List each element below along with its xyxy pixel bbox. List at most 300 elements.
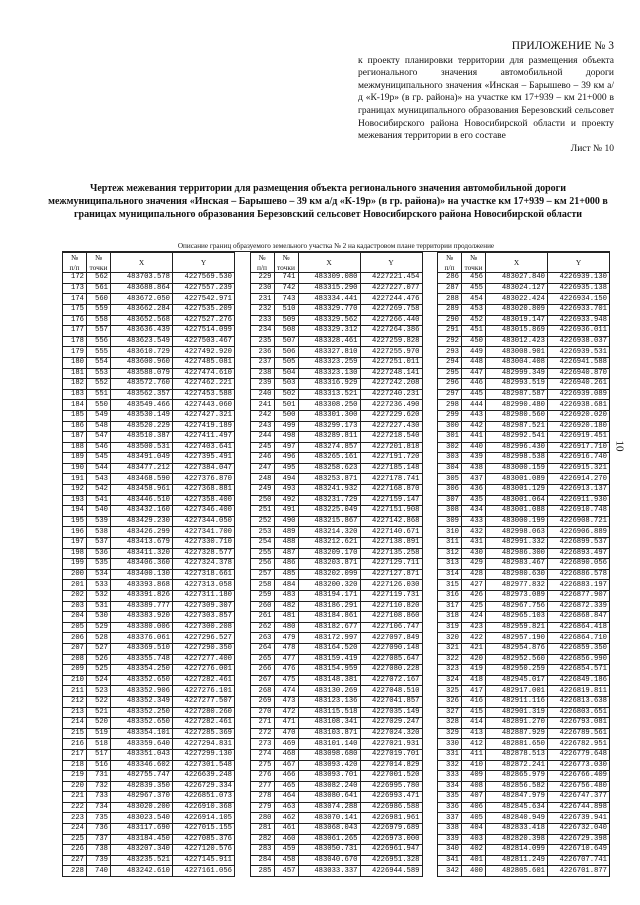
point-number: 466 bbox=[274, 771, 298, 782]
table-row bbox=[63, 379, 235, 390]
coord-y: 4226701.877 bbox=[548, 866, 610, 877]
point-number: 529 bbox=[87, 622, 111, 633]
coord-x: 482891.270 bbox=[486, 718, 548, 729]
table-row bbox=[63, 336, 235, 347]
coord-y: 4227301.548 bbox=[173, 760, 235, 771]
row-index: 297 bbox=[438, 389, 462, 400]
table-row bbox=[438, 771, 610, 782]
row-index: 278 bbox=[250, 792, 274, 803]
coord-x: 483207.340 bbox=[111, 845, 173, 856]
coord-x: 483214.320 bbox=[298, 527, 360, 538]
coord-y: 4227542.971 bbox=[173, 294, 235, 305]
table-row bbox=[438, 813, 610, 824]
coord-y: 4227503.467 bbox=[173, 336, 235, 347]
table-row bbox=[438, 569, 610, 580]
row-index: 326 bbox=[438, 696, 462, 707]
coord-y: 4227276.001 bbox=[173, 665, 235, 676]
coord-x: 482911.116 bbox=[486, 696, 548, 707]
coord-y: 4227453.588 bbox=[173, 389, 235, 400]
table-row bbox=[63, 802, 235, 813]
coord-x: 483154.959 bbox=[298, 665, 360, 676]
table-row bbox=[63, 548, 235, 559]
coord-x: 483022.424 bbox=[486, 294, 548, 305]
coord-x: 483068.043 bbox=[298, 824, 360, 835]
coord-x: 483274.857 bbox=[298, 442, 360, 453]
point-number: 463 bbox=[274, 802, 298, 813]
coord-y: 4226939.089 bbox=[548, 389, 610, 400]
coord-y: 4226639.248 bbox=[173, 771, 235, 782]
point-number: 539 bbox=[87, 516, 111, 527]
point-number: 738 bbox=[87, 845, 111, 856]
coord-x: 483562.357 bbox=[111, 389, 173, 400]
point-number: 557 bbox=[87, 326, 111, 337]
coord-x: 483024.127 bbox=[486, 283, 548, 294]
table-row bbox=[250, 538, 422, 549]
point-number: 406 bbox=[462, 802, 486, 813]
point-number: 543 bbox=[87, 474, 111, 485]
coord-x: 483623.549 bbox=[111, 336, 173, 347]
coord-y: 4227242.208 bbox=[360, 379, 422, 390]
coord-y: 4227474.610 bbox=[173, 368, 235, 379]
row-index: 246 bbox=[250, 453, 274, 464]
row-index: 252 bbox=[250, 516, 274, 527]
point-number: 411 bbox=[462, 749, 486, 760]
coord-x: 483458.961 bbox=[111, 485, 173, 496]
point-number: 413 bbox=[462, 728, 486, 739]
point-number: 420 bbox=[462, 654, 486, 665]
coord-y: 4227427.321 bbox=[173, 410, 235, 421]
point-number: 456 bbox=[462, 273, 486, 284]
coord-x: 482847.979 bbox=[486, 792, 548, 803]
coord-y: 4227277.507 bbox=[173, 696, 235, 707]
point-number: 532 bbox=[87, 591, 111, 602]
coord-x: 483215.867 bbox=[298, 516, 360, 527]
row-index: 285 bbox=[250, 866, 274, 877]
table-row bbox=[250, 368, 422, 379]
coord-x: 483355.748 bbox=[111, 654, 173, 665]
row-index: 284 bbox=[250, 855, 274, 866]
coord-y: 4227227.077 bbox=[360, 283, 422, 294]
table-row bbox=[438, 802, 610, 813]
row-index: 324 bbox=[438, 675, 462, 686]
coord-y: 4227303.857 bbox=[173, 612, 235, 623]
coord-y: 4226732.040 bbox=[548, 824, 610, 835]
row-index: 176 bbox=[63, 315, 87, 326]
table-row bbox=[63, 580, 235, 591]
point-number: 424 bbox=[462, 612, 486, 623]
row-index: 282 bbox=[250, 834, 274, 845]
row-index: 323 bbox=[438, 665, 462, 676]
coord-y: 4227024.320 bbox=[360, 728, 422, 739]
coord-x: 483130.269 bbox=[298, 686, 360, 697]
point-number: 464 bbox=[274, 792, 298, 803]
coord-x: 482755.747 bbox=[111, 771, 173, 782]
coord-x: 483080.641 bbox=[298, 792, 360, 803]
table-row bbox=[438, 643, 610, 654]
table-row bbox=[250, 633, 422, 644]
coord-x: 482957.190 bbox=[486, 633, 548, 644]
point-number: 545 bbox=[87, 453, 111, 464]
coord-x: 483468.590 bbox=[111, 474, 173, 485]
table-row bbox=[63, 834, 235, 845]
point-number: 527 bbox=[87, 643, 111, 654]
coord-x: 483393.868 bbox=[111, 580, 173, 591]
row-index: 322 bbox=[438, 654, 462, 665]
row-index: 189 bbox=[63, 453, 87, 464]
table-row bbox=[438, 580, 610, 591]
coord-x: 483411.320 bbox=[111, 548, 173, 559]
coord-x: 483600.960 bbox=[111, 357, 173, 368]
coord-x: 483328.461 bbox=[298, 336, 360, 347]
row-index: 250 bbox=[250, 495, 274, 506]
point-number: 451 bbox=[462, 326, 486, 337]
row-index: 210 bbox=[63, 675, 87, 686]
row-index: 216 bbox=[63, 739, 87, 750]
coord-x: 483023.540 bbox=[111, 813, 173, 824]
table-row bbox=[438, 357, 610, 368]
table-row bbox=[250, 760, 422, 771]
coord-x: 483636.439 bbox=[111, 326, 173, 337]
header-x: X bbox=[298, 253, 360, 273]
point-number: 559 bbox=[87, 304, 111, 315]
coord-x: 483164.520 bbox=[298, 643, 360, 654]
coord-x: 483352.349 bbox=[111, 696, 173, 707]
point-number: 491 bbox=[274, 506, 298, 517]
coord-y: 4227106.747 bbox=[360, 622, 422, 633]
row-index: 198 bbox=[63, 548, 87, 559]
table-row bbox=[250, 654, 422, 665]
table-row bbox=[250, 643, 422, 654]
row-index: 305 bbox=[438, 474, 462, 485]
coord-y: 4227557.239 bbox=[173, 283, 235, 294]
coord-y: 4226859.350 bbox=[548, 643, 610, 654]
coord-x: 483334.441 bbox=[298, 294, 360, 305]
coord-y: 4227251.011 bbox=[360, 357, 422, 368]
coord-y: 4226995.780 bbox=[360, 781, 422, 792]
table-row bbox=[250, 432, 422, 443]
table-row bbox=[63, 569, 235, 580]
table-row bbox=[63, 538, 235, 549]
coord-x: 482856.582 bbox=[486, 781, 548, 792]
table-row bbox=[438, 866, 610, 877]
coord-x: 482872.241 bbox=[486, 760, 548, 771]
coord-x: 483376.061 bbox=[111, 633, 173, 644]
point-number: 432 bbox=[462, 527, 486, 538]
coord-y: 4226951.328 bbox=[360, 855, 422, 866]
point-number: 487 bbox=[274, 548, 298, 559]
coord-y: 4227110.820 bbox=[360, 601, 422, 612]
point-number: 499 bbox=[274, 421, 298, 432]
row-index: 229 bbox=[250, 273, 274, 284]
coord-x: 482917.001 bbox=[486, 686, 548, 697]
point-number: 436 bbox=[462, 485, 486, 496]
coord-y: 4227240.231 bbox=[360, 389, 422, 400]
table-row bbox=[63, 824, 235, 835]
coord-y: 4227014.829 bbox=[360, 760, 422, 771]
point-number: 407 bbox=[462, 792, 486, 803]
row-index: 271 bbox=[250, 718, 274, 729]
coord-y: 4227080.228 bbox=[360, 665, 422, 676]
point-number: 459 bbox=[274, 845, 298, 856]
row-index: 180 bbox=[63, 357, 87, 368]
coord-x: 483520.229 bbox=[111, 421, 173, 432]
table-row bbox=[438, 707, 610, 718]
coord-x: 483429.230 bbox=[111, 516, 173, 527]
point-number: 550 bbox=[87, 400, 111, 411]
table-row bbox=[438, 347, 610, 358]
coordinates-table bbox=[62, 241, 610, 877]
row-index: 183 bbox=[63, 389, 87, 400]
coord-x: 483391.826 bbox=[111, 591, 173, 602]
table-row bbox=[63, 696, 235, 707]
coord-y: 4227411.497 bbox=[173, 432, 235, 443]
header-num-sub: п/п bbox=[250, 263, 274, 273]
coord-y: 4227419.189 bbox=[173, 421, 235, 432]
table-row bbox=[63, 389, 235, 400]
point-number: 479 bbox=[274, 633, 298, 644]
coord-y: 4226877.907 bbox=[548, 591, 610, 602]
coord-y: 4227021.931 bbox=[360, 739, 422, 750]
appendix-body: к проекту планировки территории для размещения объекта регионального значения автомобильной дороги межмуниципального значения «Инская – Барышево – 39 км а/д «К-19р» (в гр. района)» на участке км 17+939 – км 21+000 в границах муниципального образования Березовский сельсовет Новосибирского района Новосибирской области и проекту межевания территории в его составе bbox=[358, 55, 614, 142]
table-row bbox=[250, 813, 422, 824]
point-number: 483 bbox=[274, 591, 298, 602]
coord-x: 483323.130 bbox=[298, 368, 360, 379]
coord-x: 483184.861 bbox=[298, 612, 360, 623]
coord-y: 4227309.307 bbox=[173, 601, 235, 612]
coord-x: 483329.770 bbox=[298, 304, 360, 315]
coord-x: 482998.538 bbox=[486, 453, 548, 464]
coord-x: 483108.341 bbox=[298, 718, 360, 729]
table-row bbox=[63, 442, 235, 453]
coord-y: 4226803.651 bbox=[548, 707, 610, 718]
coord-y: 4227085.647 bbox=[360, 654, 422, 665]
row-index: 276 bbox=[250, 771, 274, 782]
point-number: 414 bbox=[462, 718, 486, 729]
row-index: 339 bbox=[438, 834, 462, 845]
row-index: 274 bbox=[250, 749, 274, 760]
row-index: 259 bbox=[250, 591, 274, 602]
table-row bbox=[63, 527, 235, 538]
coord-y: 4227294.831 bbox=[173, 739, 235, 750]
coord-y: 4226938.037 bbox=[548, 336, 610, 347]
point-number: 409 bbox=[462, 771, 486, 782]
point-number: 507 bbox=[274, 336, 298, 347]
point-number: 450 bbox=[462, 336, 486, 347]
point-number: 438 bbox=[462, 463, 486, 474]
point-number: 434 bbox=[462, 506, 486, 517]
table-row bbox=[63, 273, 235, 284]
coord-y: 4227072.167 bbox=[360, 675, 422, 686]
coord-y: 4226868.847 bbox=[548, 612, 610, 623]
row-index: 269 bbox=[250, 696, 274, 707]
coord-y: 4226939.531 bbox=[548, 347, 610, 358]
row-index: 249 bbox=[250, 485, 274, 496]
table-row bbox=[438, 633, 610, 644]
table-row bbox=[438, 622, 610, 633]
coord-y: 4227264.386 bbox=[360, 326, 422, 337]
coord-y: 4227015.155 bbox=[173, 824, 235, 835]
table-row bbox=[250, 410, 422, 421]
point-number: 534 bbox=[87, 569, 111, 580]
coord-x: 483426.299 bbox=[111, 527, 173, 538]
coord-y: 4227120.576 bbox=[173, 845, 235, 856]
point-number: 440 bbox=[462, 442, 486, 453]
point-number: 447 bbox=[462, 368, 486, 379]
row-index: 247 bbox=[250, 463, 274, 474]
coord-x: 483001.088 bbox=[486, 506, 548, 517]
point-number: 553 bbox=[87, 368, 111, 379]
row-index: 196 bbox=[63, 527, 87, 538]
coord-x: 483194.171 bbox=[298, 591, 360, 602]
coord-y: 4226910.368 bbox=[173, 802, 235, 813]
table-row bbox=[250, 665, 422, 676]
coord-y: 4226766.409 bbox=[548, 771, 610, 782]
coord-x: 483123.136 bbox=[298, 696, 360, 707]
row-index: 193 bbox=[63, 495, 87, 506]
row-index: 231 bbox=[250, 294, 274, 305]
coord-y: 4226864.418 bbox=[548, 622, 610, 633]
point-number: 441 bbox=[462, 432, 486, 443]
coord-y: 4226944.589 bbox=[360, 866, 422, 877]
coord-y: 4226993.471 bbox=[360, 792, 422, 803]
coord-y: 4226886.578 bbox=[548, 569, 610, 580]
row-index: 209 bbox=[63, 665, 87, 676]
coord-x: 483008.901 bbox=[486, 347, 548, 358]
row-index: 333 bbox=[438, 771, 462, 782]
coord-y: 4227041.857 bbox=[360, 696, 422, 707]
point-number: 737 bbox=[87, 834, 111, 845]
row-index: 218 bbox=[63, 760, 87, 771]
point-number: 431 bbox=[462, 538, 486, 549]
point-number: 500 bbox=[274, 410, 298, 421]
appendix-title: ПРИЛОЖЕНИЕ № 3 bbox=[511, 40, 614, 52]
coord-x: 483315.290 bbox=[298, 283, 360, 294]
point-number: 473 bbox=[274, 696, 298, 707]
row-index: 335 bbox=[438, 792, 462, 803]
row-index: 251 bbox=[250, 506, 274, 517]
row-index: 220 bbox=[63, 781, 87, 792]
point-number: 444 bbox=[462, 400, 486, 411]
coord-x: 483050.731 bbox=[298, 845, 360, 856]
coord-x: 483093.420 bbox=[298, 760, 360, 771]
coord-y: 4227185.148 bbox=[360, 463, 422, 474]
coord-x: 483182.677 bbox=[298, 622, 360, 633]
header-y: Y bbox=[548, 253, 610, 273]
coord-y: 4227138.891 bbox=[360, 538, 422, 549]
row-index: 302 bbox=[438, 442, 462, 453]
point-number: 535 bbox=[87, 559, 111, 570]
row-index: 298 bbox=[438, 400, 462, 411]
coord-y: 4226914.105 bbox=[173, 813, 235, 824]
table-row bbox=[63, 315, 235, 326]
coord-y: 4227259.828 bbox=[360, 336, 422, 347]
point-number: 405 bbox=[462, 813, 486, 824]
coord-x: 483040.670 bbox=[298, 855, 360, 866]
table-row bbox=[438, 336, 610, 347]
table-row bbox=[250, 347, 422, 358]
point-number: 516 bbox=[87, 760, 111, 771]
coord-x: 483117.690 bbox=[111, 824, 173, 835]
point-number: 429 bbox=[462, 559, 486, 570]
point-number: 742 bbox=[274, 283, 298, 294]
point-number: 546 bbox=[87, 442, 111, 453]
table-row bbox=[63, 516, 235, 527]
table-row bbox=[250, 686, 422, 697]
coord-x: 482987.521 bbox=[486, 421, 548, 432]
coord-x: 482996.430 bbox=[486, 442, 548, 453]
table-row bbox=[438, 326, 610, 337]
coord-x: 482952.560 bbox=[486, 654, 548, 665]
coord-x: 483253.871 bbox=[298, 474, 360, 485]
point-number: 408 bbox=[462, 781, 486, 792]
point-number: 544 bbox=[87, 463, 111, 474]
table-caption: Описание границ образуемого земельного участка № 2 на кадастровом плане территории продолжение bbox=[62, 241, 610, 252]
point-number: 433 bbox=[462, 516, 486, 527]
row-index: 197 bbox=[63, 538, 87, 549]
coord-x: 482878.513 bbox=[486, 749, 548, 760]
header-y: Y bbox=[173, 253, 235, 273]
table-row bbox=[250, 304, 422, 315]
table-row bbox=[438, 824, 610, 835]
point-number: 427 bbox=[462, 580, 486, 591]
point-number: 492 bbox=[274, 495, 298, 506]
row-index: 199 bbox=[63, 559, 87, 570]
row-index: 310 bbox=[438, 527, 462, 538]
table-row bbox=[63, 675, 235, 686]
point-number: 448 bbox=[462, 357, 486, 368]
table-row bbox=[438, 855, 610, 866]
coord-x: 483241.932 bbox=[298, 485, 360, 496]
point-number: 558 bbox=[87, 315, 111, 326]
row-index: 337 bbox=[438, 813, 462, 824]
table-row bbox=[250, 834, 422, 845]
point-number: 739 bbox=[87, 855, 111, 866]
coord-y: 4227443.060 bbox=[173, 400, 235, 411]
point-number: 493 bbox=[274, 485, 298, 496]
row-index: 288 bbox=[438, 294, 462, 305]
coord-x: 483432.160 bbox=[111, 506, 173, 517]
coord-y: 4227108.860 bbox=[360, 612, 422, 623]
point-number: 521 bbox=[87, 707, 111, 718]
table-row bbox=[250, 591, 422, 602]
coord-y: 4226789.561 bbox=[548, 728, 610, 739]
point-number: 485 bbox=[274, 569, 298, 580]
row-index: 321 bbox=[438, 643, 462, 654]
row-index: 262 bbox=[250, 622, 274, 633]
coord-x: 482959.821 bbox=[486, 622, 548, 633]
row-index: 248 bbox=[250, 474, 274, 485]
row-index: 315 bbox=[438, 580, 462, 591]
coord-x: 483159.419 bbox=[298, 654, 360, 665]
coord-x: 482999.349 bbox=[486, 368, 548, 379]
header-point-num: № bbox=[274, 253, 298, 263]
table-row bbox=[438, 368, 610, 379]
point-number: 541 bbox=[87, 495, 111, 506]
coord-y: 4226854.571 bbox=[548, 665, 610, 676]
row-index: 273 bbox=[250, 739, 274, 750]
coord-y: 4226910.748 bbox=[548, 506, 610, 517]
page-number: 10 bbox=[613, 440, 626, 452]
coord-x: 482945.017 bbox=[486, 675, 548, 686]
coord-x: 482992.541 bbox=[486, 432, 548, 443]
coord-x: 483027.840 bbox=[486, 273, 548, 284]
point-number: 417 bbox=[462, 686, 486, 697]
coord-y: 4227341.700 bbox=[173, 527, 235, 538]
coord-x: 482965.103 bbox=[486, 612, 548, 623]
row-index: 211 bbox=[63, 686, 87, 697]
point-number: 743 bbox=[274, 294, 298, 305]
row-index: 299 bbox=[438, 410, 462, 421]
